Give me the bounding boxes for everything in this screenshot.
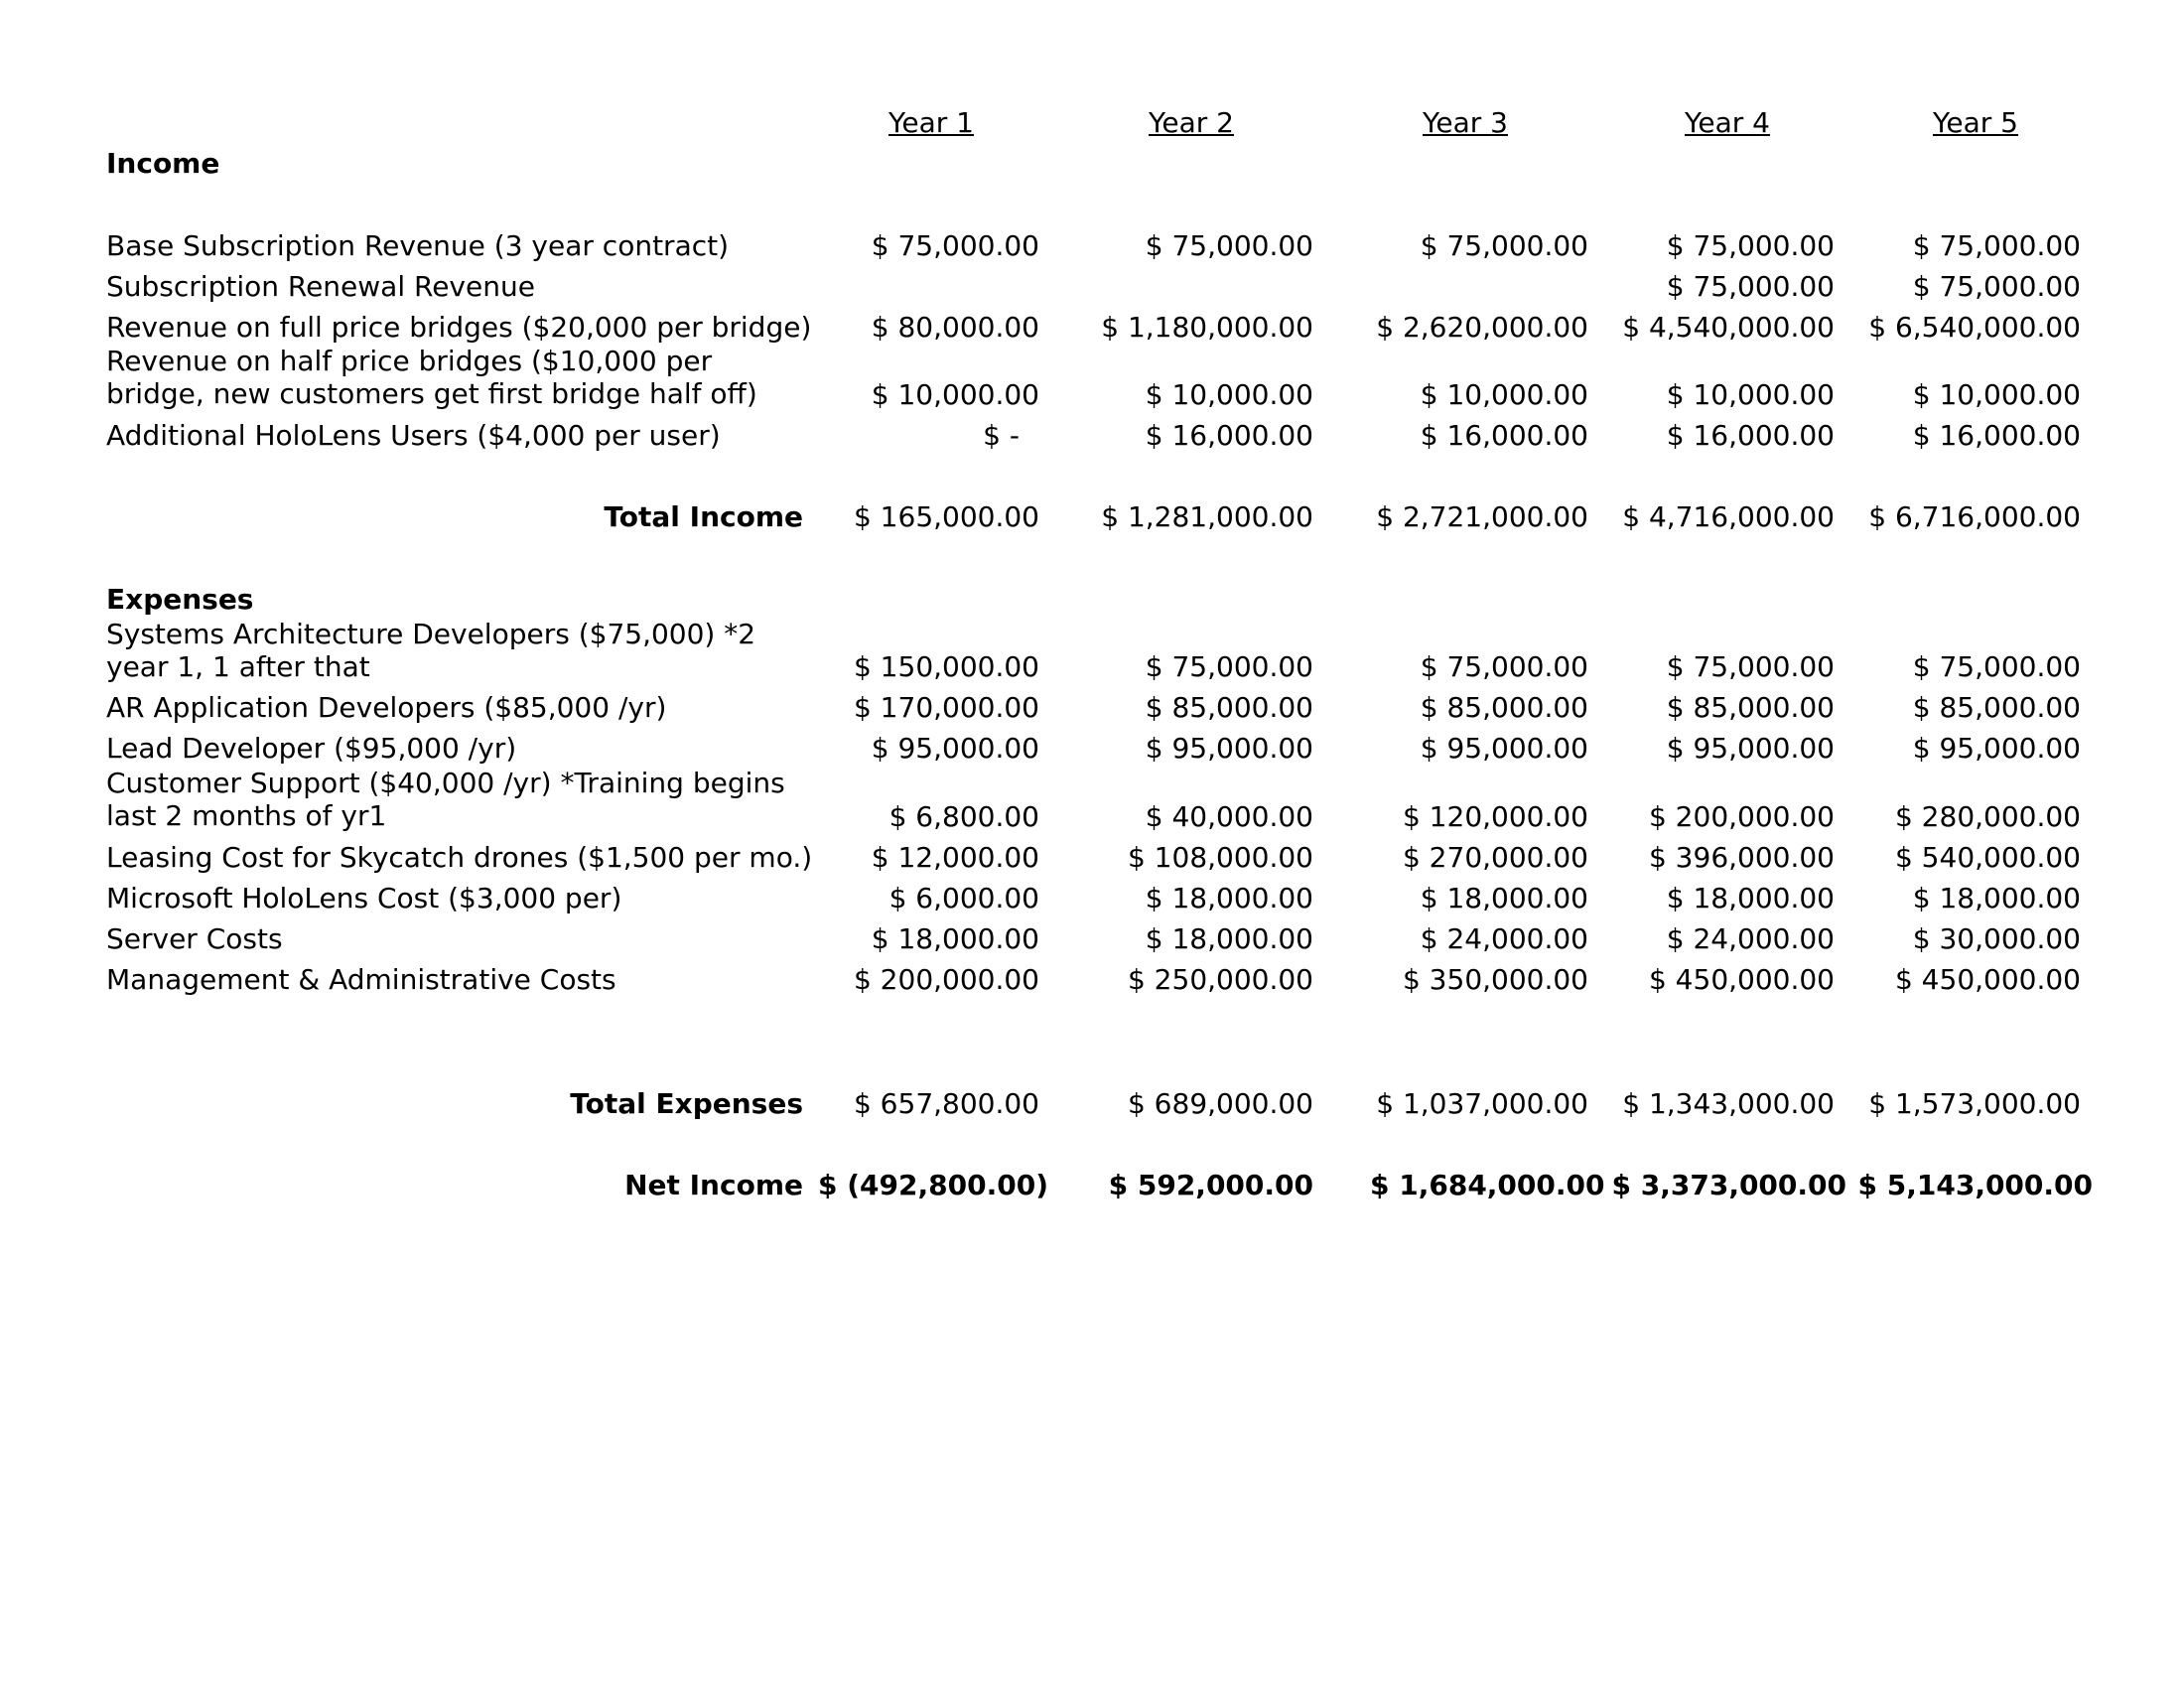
cell-value: $ 16,000.00 <box>1420 419 1588 452</box>
cell-value: $ 95,000.00 <box>1145 732 1313 765</box>
row-label: Customer Support ($40,000 /yr) *Training begins last 2 months of yr1 <box>106 767 785 832</box>
cell-value: $ 170,000.00 <box>853 691 1039 724</box>
row-label: AR Application Developers ($85,000 /yr) <box>106 691 667 724</box>
cell-value: $ 80,000.00 <box>871 311 1039 344</box>
row-label: Revenue on full price bridges ($20,000 per bridge) <box>106 311 812 344</box>
cell-value: $ 95,000.00 <box>1666 732 1835 765</box>
header-year-4: Year 4 <box>1685 106 1770 139</box>
cell-value: $ 75,000.00 <box>1145 650 1313 683</box>
cell-value: $ 85,000.00 <box>1912 691 2081 724</box>
cell-value: $ 270,000.00 <box>1402 841 1588 874</box>
cell-value: $ 280,000.00 <box>1894 800 2081 833</box>
cell-value: $ (492,800.00) <box>818 1169 1048 1201</box>
cell-value: $ 6,716,000.00 <box>1868 500 2081 533</box>
row-label: Leasing Cost for Skycatch drones ($1,500 per mo.) <box>106 841 813 874</box>
cell-value: $ 450,000.00 <box>1894 963 2081 996</box>
net-income-label: Net Income <box>624 1169 803 1201</box>
cell-value: $ 200,000.00 <box>1648 800 1835 833</box>
cell-value: $ - <box>983 419 1020 452</box>
cell-value: $ 1,573,000.00 <box>1868 1087 2081 1120</box>
cell-value: $ 450,000.00 <box>1648 963 1835 996</box>
header-year-3: Year 3 <box>1423 106 1508 139</box>
cell-value: $ 2,721,000.00 <box>1376 500 1588 533</box>
row-label: Management & Administrative Costs <box>106 963 616 996</box>
cell-value: $ 10,000.00 <box>1912 378 2081 411</box>
cell-value: $ 75,000.00 <box>1666 270 1835 303</box>
cell-value: $ 12,000.00 <box>871 841 1039 874</box>
cell-value: $ 16,000.00 <box>1145 419 1313 452</box>
cell-value: $ 85,000.00 <box>1666 691 1835 724</box>
cell-value: $ 75,000.00 <box>1420 229 1588 262</box>
header-year-5: Year 5 <box>1933 106 2018 139</box>
cell-value: $ 24,000.00 <box>1420 922 1588 955</box>
cell-value: $ 6,000.00 <box>888 882 1039 914</box>
cell-value: $ 200,000.00 <box>853 963 1039 996</box>
cell-value: $ 1,343,000.00 <box>1622 1087 1835 1120</box>
cell-value: $ 18,000.00 <box>1912 882 2081 914</box>
cell-value: $ 4,716,000.00 <box>1622 500 1835 533</box>
header-year-2: Year 2 <box>1149 106 1234 139</box>
row-label: Subscription Renewal Revenue <box>106 270 535 303</box>
cell-value: $ 1,281,000.00 <box>1101 500 1313 533</box>
cell-value: $ 85,000.00 <box>1145 691 1313 724</box>
cell-value: $ 10,000.00 <box>1666 378 1835 411</box>
cell-value: $ 18,000.00 <box>1145 922 1313 955</box>
cell-value: $ 540,000.00 <box>1894 841 2081 874</box>
income-heading: Income <box>106 147 220 180</box>
row-label: Lead Developer ($95,000 /yr) <box>106 732 517 765</box>
cell-value: $ 85,000.00 <box>1420 691 1588 724</box>
row-label: Base Subscription Revenue (3 year contract) <box>106 229 730 262</box>
cell-value: $ 1,180,000.00 <box>1101 311 1313 344</box>
cell-value: $ 10,000.00 <box>1145 378 1313 411</box>
cell-value: $ 5,143,000.00 <box>1857 1169 2093 1201</box>
row-label: Systems Architecture Developers ($75,000) *2 year 1, 1 after that <box>106 618 756 683</box>
cell-value: $ 10,000.00 <box>871 378 1039 411</box>
cell-value: $ 95,000.00 <box>1420 732 1588 765</box>
cell-value: $ 3,373,000.00 <box>1611 1169 1846 1201</box>
cell-value: $ 18,000.00 <box>1420 882 1588 914</box>
cell-value: $ 16,000.00 <box>1912 419 2081 452</box>
row-label: Revenue on half price bridges ($10,000 per bridge, new customers get first bridge half off) <box>106 345 757 410</box>
cell-value: $ 150,000.00 <box>853 650 1039 683</box>
cell-value: $ 250,000.00 <box>1127 963 1313 996</box>
cell-value: $ 120,000.00 <box>1402 800 1588 833</box>
cell-value: $ 1,037,000.00 <box>1376 1087 1588 1120</box>
cell-value: $ 95,000.00 <box>1912 732 2081 765</box>
cell-value: $ 75,000.00 <box>1145 229 1313 262</box>
cell-value: $ 1,684,000.00 <box>1370 1169 1605 1201</box>
cell-value: $ 18,000.00 <box>871 922 1039 955</box>
cell-value: $ 24,000.00 <box>1666 922 1835 955</box>
cell-value: $ 6,540,000.00 <box>1868 311 2081 344</box>
cell-value: $ 108,000.00 <box>1127 841 1313 874</box>
cell-value: $ 350,000.00 <box>1402 963 1588 996</box>
cell-value: $ 75,000.00 <box>1420 650 1588 683</box>
cell-value: $ 689,000.00 <box>1127 1087 1313 1120</box>
row-label: Additional HoloLens Users ($4,000 per user) <box>106 419 721 452</box>
cell-value: $ 40,000.00 <box>1145 800 1313 833</box>
cell-value: $ 75,000.00 <box>1912 229 2081 262</box>
row-label: Server Costs <box>106 922 283 955</box>
cell-value: $ 4,540,000.00 <box>1622 311 1835 344</box>
cell-value: $ 18,000.00 <box>1666 882 1835 914</box>
cell-value: $ 30,000.00 <box>1912 922 2081 955</box>
cell-value: $ 6,800.00 <box>888 800 1039 833</box>
cell-value: $ 10,000.00 <box>1420 378 1588 411</box>
cell-value: $ 75,000.00 <box>1912 650 2081 683</box>
total-expenses-label: Total Expenses <box>570 1087 803 1120</box>
cell-value: $ 75,000.00 <box>1666 650 1835 683</box>
cell-value: $ 95,000.00 <box>871 732 1039 765</box>
cell-value: $ 75,000.00 <box>1666 229 1835 262</box>
cell-value: $ 75,000.00 <box>871 229 1039 262</box>
total-income-label: Total Income <box>604 500 803 533</box>
cell-value: $ 75,000.00 <box>1912 270 2081 303</box>
cell-value: $ 657,800.00 <box>853 1087 1039 1120</box>
cell-value: $ 592,000.00 <box>1108 1169 1313 1201</box>
header-year-1: Year 1 <box>888 106 974 139</box>
cell-value: $ 165,000.00 <box>853 500 1039 533</box>
row-label: Microsoft HoloLens Cost ($3,000 per) <box>106 882 622 914</box>
cell-value: $ 396,000.00 <box>1648 841 1835 874</box>
expenses-heading: Expenses <box>106 583 254 616</box>
cell-value: $ 18,000.00 <box>1145 882 1313 914</box>
cell-value: $ 2,620,000.00 <box>1376 311 1588 344</box>
cell-value: $ 16,000.00 <box>1666 419 1835 452</box>
